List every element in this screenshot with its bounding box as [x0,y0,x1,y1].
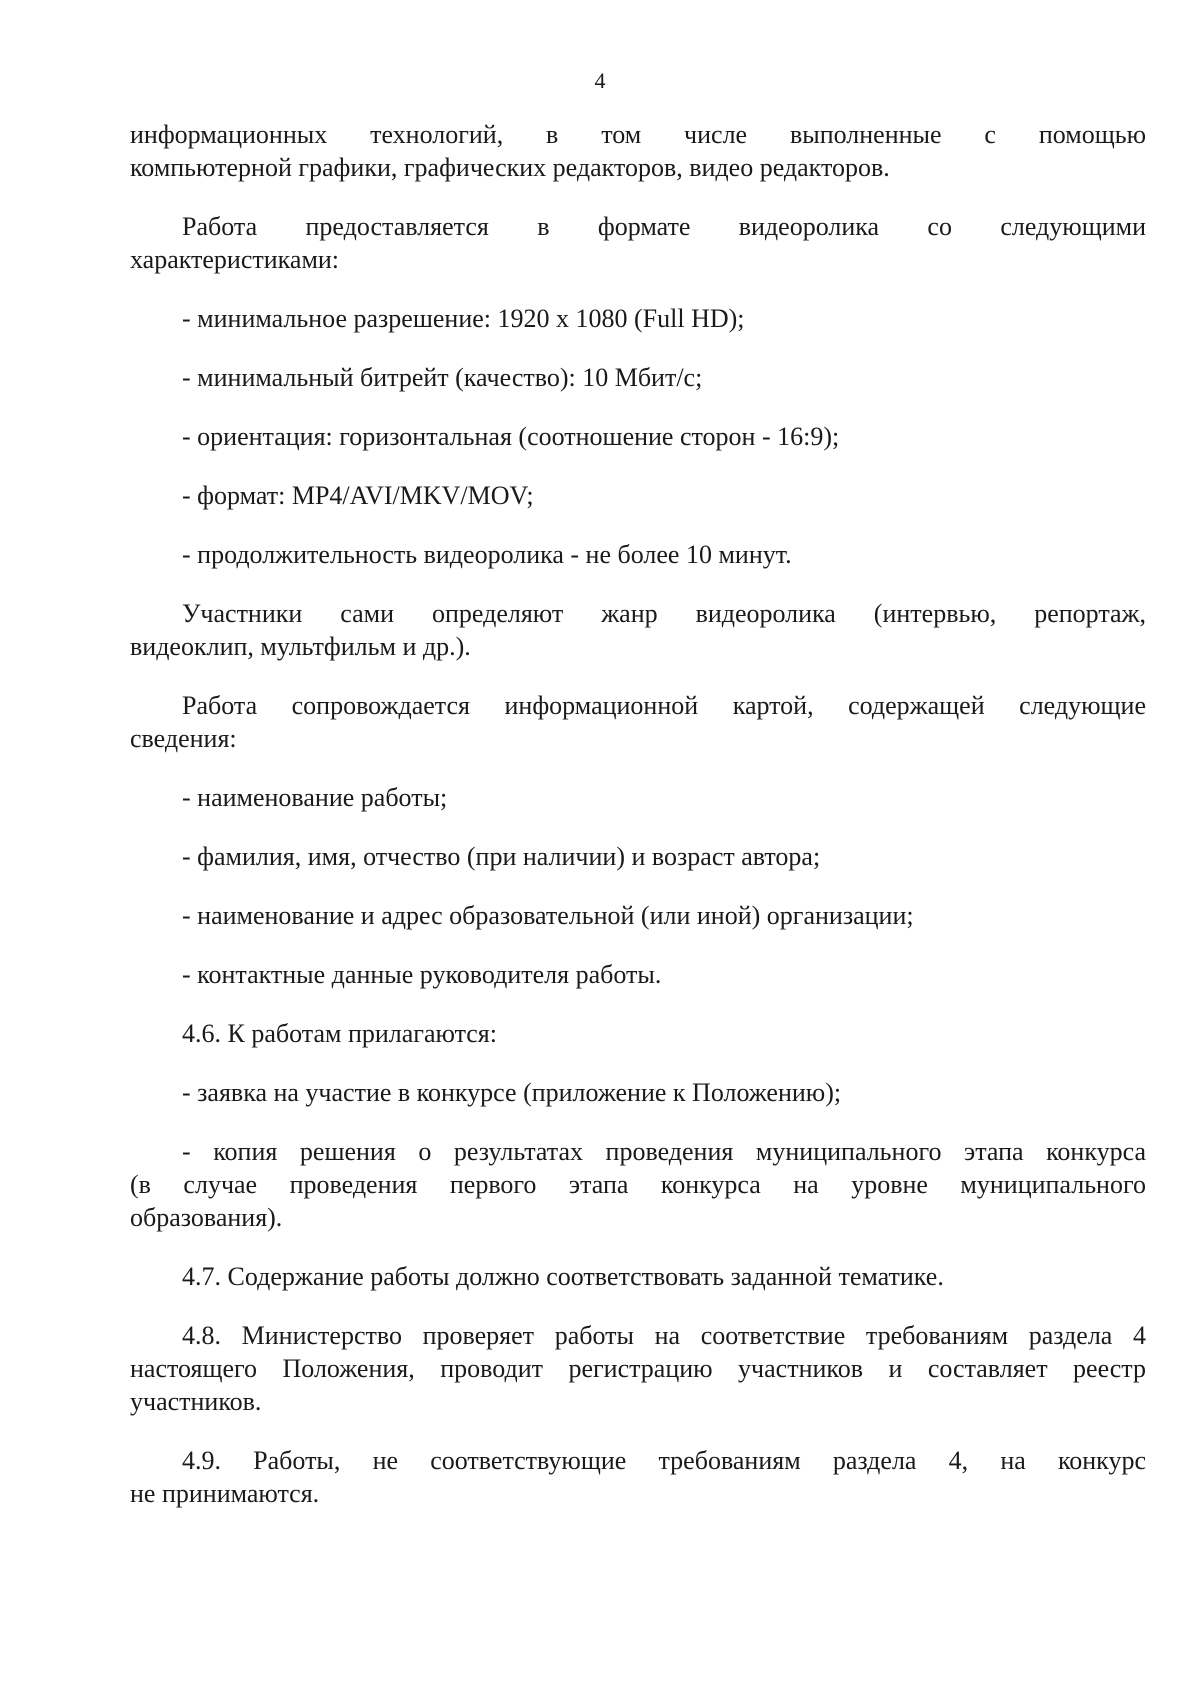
spacer [130,932,1146,958]
paragraph-2-line-1: Работа предоставляется в формате видеоролика со следующими [182,212,1146,241]
section-4-9-line-2: не принимаются. [130,1479,320,1508]
spacer [130,873,1146,899]
paragraph-1-line-2: компьютерной графики, графических редакторов, видео редакторов. [130,153,890,182]
paragraph-1-line-1: информационных технологий, в том числе выполненные с помощью [130,120,1146,149]
document-body [130,118,1146,1510]
spacer [130,276,1146,302]
section-4-6: 4.6. К работам прилагаются: [182,1019,497,1048]
spacer [130,1293,1146,1319]
list-item-organization: - наименование и адрес образовательной (или иной) организации; [182,901,914,930]
spacer [130,814,1146,840]
section-4-8-line-1: 4.8. Министерство проверяет работы на соответствие требованиям раздела 4 [182,1321,1146,1350]
spacer [130,1050,1146,1076]
spacer [130,755,1146,781]
spacer [130,453,1146,479]
spacer [130,663,1146,689]
list-item-author: - фамилия, имя, отчество (при наличии) и возраст автора; [182,842,821,871]
list-item-resolution: - минимальное разрешение: 1920 x 1080 (Full HD); [182,304,745,333]
spacer [130,1418,1146,1444]
list-item-decision-line-2: (в случае проведения первого этапа конкурса на уровне муниципального [130,1170,1146,1199]
spacer [130,184,1146,210]
spacer [130,571,1146,597]
paragraph-2-line-2: характеристиками: [130,245,340,274]
list-item-orientation: - ориентация: горизонтальная (соотношение сторон - 16:9); [182,422,840,451]
list-item-bitrate: - минимальный битрейт (качество): 10 Мбит/с; [182,363,703,392]
spacer [130,394,1146,420]
section-4-8-line-2: настоящего Положения, проводит регистрацию участников и составляет реестр [130,1354,1146,1383]
spacer [130,512,1146,538]
spacer [130,1109,1146,1135]
page-number: 4 [594,68,606,93]
spacer [130,1234,1146,1260]
section-4-8-line-3: участников. [130,1387,262,1416]
list-item-format: - формат: MP4/AVI/MKV/MOV; [182,481,534,510]
paragraph-4-line-2: сведения: [130,724,237,753]
paragraph-3-line-2: видеоклип, мультфильм и др.). [130,632,471,661]
list-item-supervisor: - контактные данные руководителя работы. [182,960,662,989]
list-item-application: - заявка на участие в конкурсе (приложение к Положению); [182,1078,842,1107]
list-item-decision-line-1: - копия решения о результатах проведения муниципального этапа конкурса [182,1137,1146,1166]
spacer [130,991,1146,1017]
spacer [130,335,1146,361]
section-4-9-line-1: 4.9. Работы, не соответствующие требованиям раздела 4, на конкурс [182,1446,1146,1475]
paragraph-3-line-1: Участники сами определяют жанр видеоролика (интервью, репортаж, [182,599,1146,628]
paragraph-4-line-1: Работа сопровождается информационной картой, содержащей следующие [182,691,1146,720]
list-item-decision-line-3: образования). [130,1203,283,1232]
list-item-duration: - продолжительность видеоролика - не более 10 минут. [182,540,792,569]
section-4-7: 4.7. Содержание работы должно соответствовать заданной тематике. [182,1262,944,1291]
list-item-work-title: - наименование работы; [182,783,448,812]
